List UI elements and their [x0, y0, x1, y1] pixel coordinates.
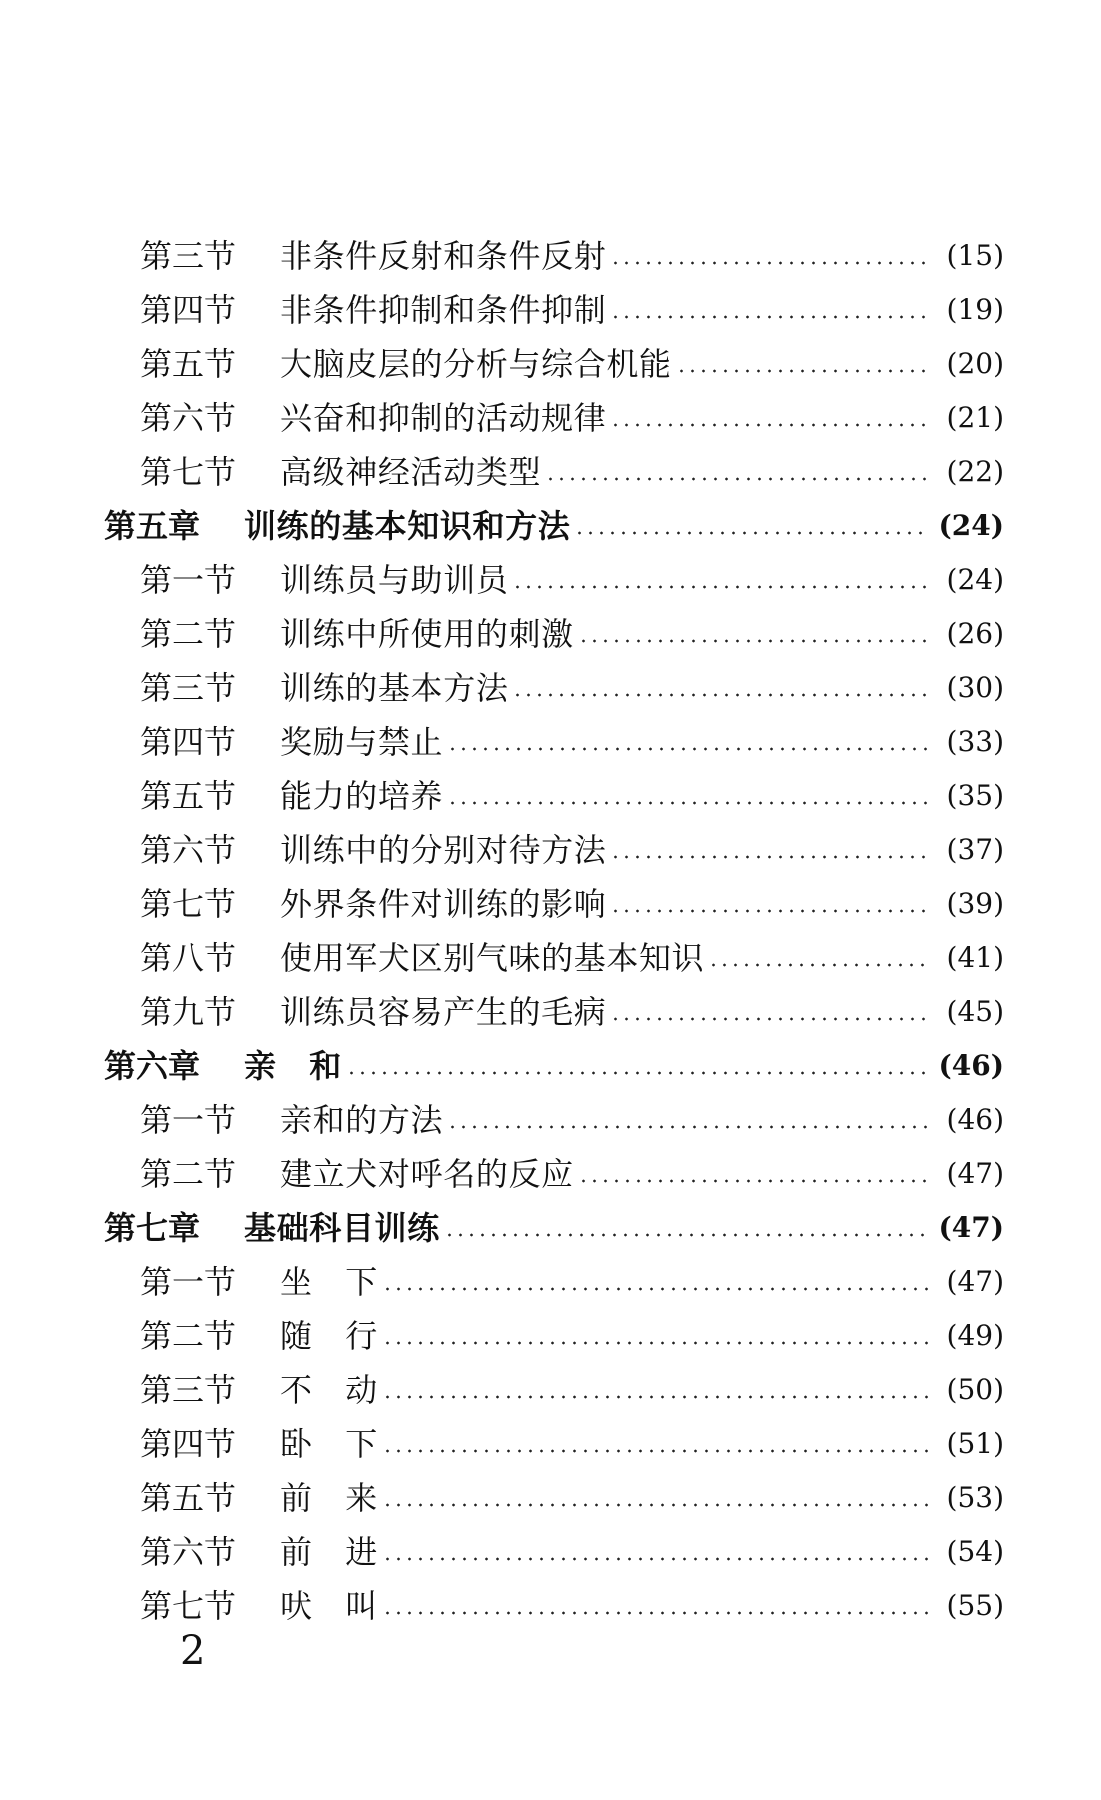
toc-entry-title: 奖励与禁止	[280, 723, 444, 761]
dot-leader	[545, 475, 928, 483]
toc-entry-label: 第四节	[140, 723, 237, 761]
toc-section-entry	[104, 715, 1004, 769]
toc-entry-title: 亲 和	[244, 1047, 342, 1085]
toc-section-entry	[104, 391, 1004, 445]
toc-entry-label: 第六节	[140, 831, 237, 869]
toc-entry-title: 亲和的方法	[280, 1101, 444, 1139]
toc-section-entry	[104, 1309, 1004, 1363]
dot-leader	[574, 529, 928, 537]
dot-leader	[708, 961, 928, 969]
toc-entry-page: (24)	[938, 509, 1004, 542]
toc-entry-title: 能力的培养	[280, 777, 444, 815]
table-of-contents	[104, 229, 1004, 1633]
toc-entry-title: 训练员容易产生的毛病	[280, 993, 607, 1031]
toc-section-entry	[104, 1093, 1004, 1147]
toc-entry-label: 第六节	[140, 399, 237, 437]
toc-entry-title: 卧 下	[280, 1425, 378, 1463]
toc-entry-label: 第七节	[140, 1587, 237, 1625]
dot-leader	[382, 1609, 928, 1617]
toc-entry-label: 第四节	[140, 1425, 237, 1463]
toc-entry-title: 外界条件对训练的影响	[280, 885, 607, 923]
toc-entry-page: (50)	[946, 1373, 1004, 1406]
toc-section-entry	[104, 985, 1004, 1039]
dot-leader	[382, 1285, 928, 1293]
dot-leader	[382, 1555, 928, 1563]
toc-section-entry	[104, 1255, 1004, 1309]
toc-entry-page: (26)	[946, 617, 1004, 650]
dot-leader	[512, 583, 928, 591]
toc-entry-title: 建立犬对呼名的反应	[280, 1155, 574, 1193]
toc-entry-label: 第六章	[104, 1047, 201, 1085]
toc-entry-title: 训练的基本知识和方法	[244, 507, 571, 545]
dot-leader	[447, 799, 928, 807]
dot-leader	[610, 907, 928, 915]
toc-entry-title: 使用军犬区别气味的基本知识	[280, 939, 705, 977]
toc-entry-title: 前 来	[280, 1479, 378, 1517]
dot-leader	[382, 1501, 928, 1509]
toc-entry-title: 非条件抑制和条件抑制	[280, 291, 607, 329]
toc-entry-label: 第五章	[104, 507, 201, 545]
toc-section-entry	[104, 931, 1004, 985]
toc-entry-title: 吠 叫	[280, 1587, 378, 1625]
toc-section-entry	[104, 283, 1004, 337]
dot-leader	[444, 1231, 928, 1239]
toc-entry-label: 第四节	[140, 291, 237, 329]
toc-entry-page: (51)	[946, 1427, 1004, 1460]
toc-entry-title: 基础科目训练	[244, 1209, 440, 1247]
toc-entry-label: 第五节	[140, 345, 237, 383]
dot-leader	[610, 259, 928, 267]
toc-entry-page: (54)	[946, 1535, 1004, 1568]
toc-section-entry	[104, 337, 1004, 391]
toc-entry-label: 第二节	[140, 1155, 237, 1193]
toc-entry-label: 第九节	[140, 993, 237, 1031]
toc-entry-label: 第二节	[140, 1317, 237, 1355]
dot-leader	[346, 1069, 928, 1077]
toc-entry-title: 坐 下	[280, 1263, 378, 1301]
dot-leader	[578, 637, 928, 645]
toc-entry-page: (45)	[946, 995, 1004, 1028]
toc-entry-label: 第七节	[140, 453, 237, 491]
toc-section-entry	[104, 1417, 1004, 1471]
toc-section-entry	[104, 1579, 1004, 1633]
toc-entry-page: (47)	[946, 1157, 1004, 1190]
dot-leader	[610, 421, 928, 429]
dot-leader	[382, 1393, 928, 1401]
toc-chapter-entry	[104, 499, 1004, 553]
toc-entry-title: 非条件反射和条件反射	[280, 237, 607, 275]
toc-entry-page: (21)	[946, 401, 1004, 434]
toc-entry-label: 第一节	[140, 1263, 237, 1301]
toc-entry-label: 第二节	[140, 615, 237, 653]
dot-leader	[676, 367, 928, 375]
toc-entry-title: 训练员与助训员	[280, 561, 509, 599]
toc-entry-title: 训练的基本方法	[280, 669, 509, 707]
toc-entry-page: (39)	[946, 887, 1004, 920]
dot-leader	[578, 1177, 928, 1185]
toc-entry-label: 第七节	[140, 885, 237, 923]
toc-entry-page: (46)	[938, 1049, 1004, 1082]
toc-section-entry	[104, 553, 1004, 607]
toc-entry-label: 第一节	[140, 561, 237, 599]
toc-entry-page: (49)	[946, 1319, 1004, 1352]
toc-entry-page: (19)	[946, 293, 1004, 326]
toc-entry-label: 第七章	[104, 1209, 201, 1247]
dot-leader	[512, 691, 928, 699]
toc-entry-page: (24)	[946, 563, 1004, 596]
toc-section-entry	[104, 1471, 1004, 1525]
toc-entry-page: (47)	[946, 1265, 1004, 1298]
toc-entry-label: 第三节	[140, 669, 237, 707]
page-number: 2	[180, 1628, 206, 1674]
toc-section-entry	[104, 445, 1004, 499]
toc-section-entry	[104, 661, 1004, 715]
toc-section-entry	[104, 1147, 1004, 1201]
toc-entry-page: (15)	[946, 239, 1004, 272]
toc-entry-page: (47)	[938, 1211, 1004, 1244]
toc-chapter-entry	[104, 1039, 1004, 1093]
toc-section-entry	[104, 1525, 1004, 1579]
toc-entry-title: 高级神经活动类型	[280, 453, 542, 491]
toc-chapter-entry	[104, 1201, 1004, 1255]
toc-entry-label: 第五节	[140, 777, 237, 815]
toc-entry-page: (46)	[946, 1103, 1004, 1136]
toc-entry-label: 第五节	[140, 1479, 237, 1517]
toc-entry-title: 训练中的分别对待方法	[280, 831, 607, 869]
toc-entry-page: (37)	[946, 833, 1004, 866]
dot-leader	[610, 1015, 928, 1023]
dot-leader	[382, 1447, 928, 1455]
toc-entry-page: (20)	[946, 347, 1004, 380]
toc-section-entry	[104, 769, 1004, 823]
toc-section-entry	[104, 229, 1004, 283]
toc-entry-page: (33)	[946, 725, 1004, 758]
toc-entry-label: 第三节	[140, 237, 237, 275]
toc-entry-title: 前 进	[280, 1533, 378, 1571]
dot-leader	[610, 313, 928, 321]
toc-entry-label: 第八节	[140, 939, 237, 977]
toc-section-entry	[104, 877, 1004, 931]
toc-entry-title: 随 行	[280, 1317, 378, 1355]
toc-entry-page: (53)	[946, 1481, 1004, 1514]
toc-entry-label: 第三节	[140, 1371, 237, 1409]
toc-entry-page: (22)	[946, 455, 1004, 488]
toc-entry-page: (55)	[946, 1589, 1004, 1622]
toc-entry-page: (41)	[946, 941, 1004, 974]
toc-section-entry	[104, 607, 1004, 661]
dot-leader	[447, 745, 928, 753]
dot-leader	[447, 1123, 928, 1131]
toc-entry-title: 兴奋和抑制的活动规律	[280, 399, 607, 437]
dot-leader	[382, 1339, 928, 1347]
toc-entry-page: (30)	[946, 671, 1004, 704]
toc-entry-title: 大脑皮层的分析与综合机能	[280, 345, 672, 383]
toc-section-entry	[104, 1363, 1004, 1417]
toc-entry-label: 第一节	[140, 1101, 237, 1139]
toc-section-entry	[104, 823, 1004, 877]
toc-entry-page: (35)	[946, 779, 1004, 812]
toc-entry-title: 训练中所使用的刺激	[280, 615, 574, 653]
toc-entry-label: 第六节	[140, 1533, 237, 1571]
toc-entry-title: 不 动	[280, 1371, 378, 1409]
dot-leader	[610, 853, 928, 861]
